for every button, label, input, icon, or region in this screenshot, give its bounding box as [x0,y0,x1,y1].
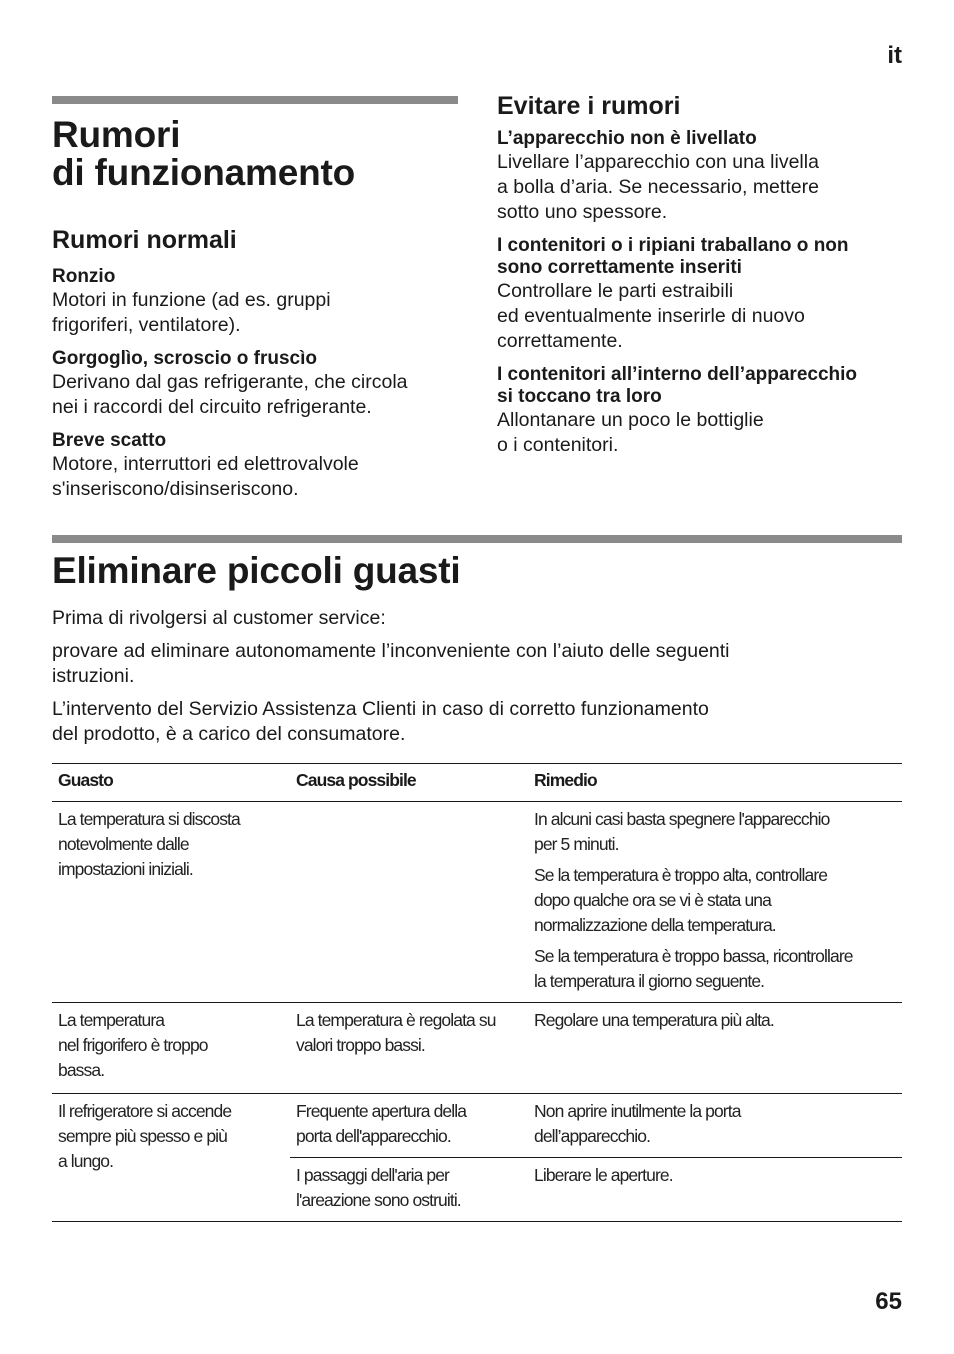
cell-line: nel frigorifero è troppo [58,1035,208,1055]
noise-fix-title [497,128,917,150]
right-column [497,92,917,468]
para-line: del prodotto, è a carico del consumatore. [52,723,406,745]
cell-line: sempre più spesso e più [58,1126,227,1146]
remedy-paragraph [534,863,896,938]
para-line: L’intervento del Servizio Assistenza Clienti in caso di corretto funzionamento [52,698,709,720]
para-line: Prima di rivolgersi al customer service: [52,607,386,629]
noise-item-title: Breve scatto [52,430,167,451]
cell-line: a lungo. [58,1151,114,1171]
cell-line: la temperatura il giorno seguente. [534,971,765,991]
section-rule [52,535,902,543]
table-row [52,802,902,1003]
noise-item-body [52,452,472,502]
cell-line: per 5 minuti. [534,834,619,854]
body-line: Controllare le parti estraibili [497,280,734,302]
body-line: Livellare l’apparecchio con una livella [497,151,819,173]
body-line: correttamente. [497,330,623,352]
cell-line: dell’apparecchio. [534,1126,651,1146]
title-line: I contenitori all’interno dell’apparecchio [497,364,858,385]
title-line: I contenitori o i ripiani traballano o non [497,235,849,256]
cell-line: Se la temperatura è troppo alta, controllare [534,865,828,885]
cell-line: normalizzazione della temperatura. [534,915,776,935]
cell-line: La temperatura è regolata su [296,1010,496,1030]
cell-line: dopo qualche ora se vi è stata una [534,890,771,910]
cell-causa [290,802,528,1003]
col-header-causa: Causa possibile [290,764,528,802]
noise-item [52,266,472,338]
body-line: a bolla d’aria. Se necessario, mettere [497,176,819,198]
col-header-rimedio: Rimedio [528,764,902,802]
page-title [52,116,472,192]
left-column [52,116,472,512]
cell-causa [290,1094,528,1158]
table-row [52,1003,902,1094]
noise-fix-item [497,364,917,458]
language-marker: it [887,42,902,69]
cell-rimedio [528,1158,902,1222]
cell-line: impostazioni iniziali. [58,859,193,879]
noise-fix-item [497,128,917,225]
body-line: nei i raccordi del circuito refrigerante. [52,396,372,418]
cell-line: Il refrigeratore si accende [58,1101,232,1121]
cell-line: porta dell'apparecchio. [296,1126,451,1146]
page-title-line2: di funzionamento [52,152,356,193]
table-header-row [52,764,902,802]
cell-line: notevolmente dalle [58,834,189,854]
body-line: Allontanare un poco le bottiglie [497,409,764,431]
section-rule [52,96,458,104]
cell-guasto [52,1003,290,1094]
noise-fix-item [497,235,917,354]
section-subtitle: Rumori normali [52,226,237,254]
cell-line: Se la temperatura è troppo bassa, ricontrollare [534,946,853,966]
cell-guasto [52,802,290,1003]
para-line: istruzioni. [52,665,135,687]
cell-line: valori troppo bassi. [296,1035,425,1055]
noise-fix-body [497,408,917,458]
troubleshooting-table [52,763,902,1222]
noise-item-body [52,288,472,338]
body-line: Derivano dal gas refrigerante, che circola [52,371,408,393]
cell-line: Regolare una temperatura più alta. [534,1010,774,1030]
intro-paragraph [52,697,902,747]
title-line: L’apparecchio non è livellato [497,128,757,149]
body-line: Motori in funzione (ad es. gruppi [52,289,331,311]
body-line: frigoriferi, ventilatore). [52,314,241,336]
title-line: si toccano tra loro [497,386,662,407]
section-troubleshooting [52,552,902,747]
noise-item [52,348,472,420]
remedy-paragraph [534,944,896,994]
noise-fix-title [497,364,917,408]
cell-line: La temperatura si discosta [58,809,240,829]
cell-rimedio [528,1003,902,1094]
para-line: provare ad eliminare autonomamente l’inconveniente con l’aiuto delle seguenti [52,640,730,662]
page-title-line1: Rumori [52,114,181,155]
cell-line: I passaggi dell'aria per [296,1165,449,1185]
noise-item-title: Ronzio [52,266,116,287]
cell-line: Non aprire inutilmente la porta [534,1101,741,1121]
section-subtitle: Evitare i rumori [497,92,681,120]
cell-rimedio [528,802,902,1003]
noise-item-title: Gorgoglìo, scroscio o fruscìo [52,348,317,369]
cell-rimedio [528,1094,902,1158]
table-row [52,1094,902,1158]
cell-line: Liberare le aperture. [534,1165,673,1185]
title-line: sono correttamente inseriti [497,257,742,278]
noise-fix-title [497,235,917,279]
noise-item-body [52,370,472,420]
cell-causa [290,1003,528,1094]
cell-causa [290,1158,528,1222]
troubleshooting-table-wrap [52,763,902,1222]
body-line: sotto uno spessore. [497,201,668,223]
remedy-paragraph [534,807,896,857]
cell-guasto [52,1094,290,1222]
noise-fix-body [497,279,917,354]
noise-item [52,430,472,502]
cell-line: La temperatura [58,1010,165,1030]
intro-paragraph [52,639,902,689]
cell-line: Frequente apertura della [296,1101,467,1121]
cell-line: l'areazione sono ostruiti. [296,1190,461,1210]
body-line: Motore, interruttori ed elettrovalvole [52,453,359,475]
body-line: o i contenitori. [497,434,619,456]
cell-line: bassa. [58,1060,105,1080]
page-number: 65 [875,1288,902,1315]
section-title: Eliminare piccoli guasti [52,550,461,591]
cell-line: In alcuni casi basta spegnere l'apparecchio [534,809,830,829]
intro-paragraph [52,606,902,631]
col-header-guasto: Guasto [52,764,290,802]
body-line: s'inseriscono/disinseriscono. [52,478,299,500]
noise-fix-body [497,150,917,225]
body-line: ed eventualmente inserirle di nuovo [497,305,805,327]
